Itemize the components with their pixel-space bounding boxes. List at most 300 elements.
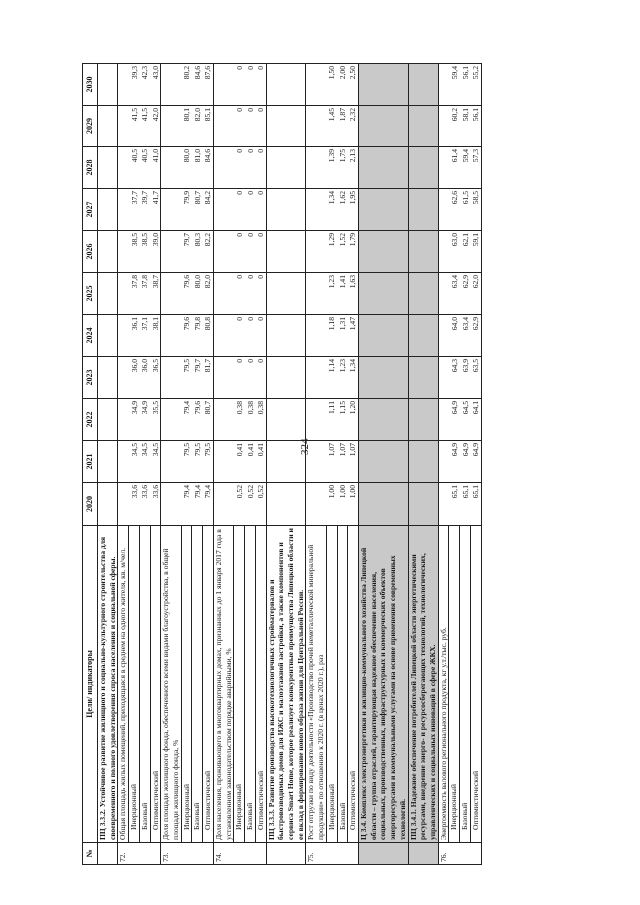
empty-cell [337,843,348,865]
value-cell: 79,4 [181,399,192,441]
value-cell: 65,1 [449,483,460,526]
empty-cell [161,399,181,441]
value-cell: 0 [255,357,266,399]
value-cell: 34,9 [129,399,140,441]
value-cell: 80,3 [192,231,203,273]
value-cell: 33,6 [139,483,150,526]
value-cell: 0 [234,273,245,315]
empty-cell [408,231,438,273]
empty-cell [306,106,326,147]
value-cell: 80,1 [181,106,192,147]
empty-cell [161,106,181,147]
header-cell: 2020 [83,483,98,526]
value-cell: 1,20 [348,399,359,441]
value-cell: 79,4 [203,483,214,526]
value-cell: 62,1 [460,231,471,273]
value-cell: 82,2 [203,231,214,273]
page-number: 324 [299,438,311,455]
empty-cell [358,441,408,483]
value-cell: 36,1 [129,315,140,357]
empty-cell [438,357,449,399]
scenario-label: Базовый [139,526,150,843]
scenario-label: Инерционный [129,526,140,843]
value-cell: 0 [255,273,266,315]
value-cell: 1,62 [337,189,348,231]
empty-cell [306,357,326,399]
empty-cell [203,843,214,865]
table-body [98,64,482,865]
empty-cell [358,483,408,526]
indicator-number: 74. [213,843,233,865]
value-cell: 0,52 [245,483,256,526]
value-cell: 1,79 [348,231,359,273]
value-cell: 1,07 [326,441,337,483]
goal-title: ПЦ 3.3.2. Устойчивое развитие жилищного и социально-культурного строительства для своевременного и полного удовлетворения спроса населения и социальной сферы. [98,526,118,843]
value-cell: 84,6 [192,64,203,106]
value-cell: 0 [245,64,256,106]
value-cell: 0 [255,231,266,273]
value-cell: 79,4 [192,483,203,526]
empty-cell [348,843,359,865]
empty-cell [438,441,449,483]
indicator-title-row [213,64,233,865]
value-cell: 79,5 [203,441,214,483]
indicator-title: Доля населения, проживающего в многоквартирных домах, признанных до 1 января 2017 года в установленном законодательством порядке аварийными, % [213,526,233,843]
value-cell: 1,14 [326,357,337,399]
value-cell: 87,6 [203,64,214,106]
empty-cell [438,147,449,189]
value-cell: 1,45 [326,106,337,147]
empty-cell [213,483,233,526]
value-cell: 64,9 [449,399,460,441]
value-cell: 0 [245,147,256,189]
empty-cell [408,357,438,399]
empty-cell [213,106,233,147]
value-cell: 84,2 [203,189,214,231]
value-cell: 1,41 [337,273,348,315]
empty-cell [213,357,233,399]
value-cell: 1,15 [337,399,348,441]
value-cell: 79,5 [181,357,192,399]
value-cell: 60,2 [449,106,460,147]
empty-cell [438,64,449,106]
value-cell: 37,8 [139,273,150,315]
value-cell: 33,6 [150,483,161,526]
empty-cell [213,273,233,315]
empty-cell [408,189,438,231]
scenario-label: Инерционный [234,526,245,843]
value-cell: 1,50 [326,64,337,106]
empty-cell [358,106,408,147]
scenario-label: Базовый [337,526,348,843]
indicator-title-row [306,64,326,865]
empty-cell [266,843,306,865]
empty-cell [358,357,408,399]
indicator-title-row [161,64,181,865]
value-cell: 42,3 [139,64,150,106]
value-cell: 0 [255,189,266,231]
value-cell: 0 [245,315,256,357]
value-cell: 63,4 [460,315,471,357]
goal-title: ПЦ 3.3.3. Развитие производства высокотехнологичных стройматериалов и быстровозводимых домов для ИЖС и малоэтажной застройки, а также компонентов и сервиса Smart Home, которое реализует конкурентные преимущества Липецкой области и ее вклад в формирование нового образа жизни для Центральной России. [266,526,306,843]
value-cell: 1,34 [348,357,359,399]
goal-row [98,64,118,865]
header-cell: Цели/ индикаторы [83,526,98,843]
value-cell: 37,7 [129,189,140,231]
empty-cell [438,483,449,526]
value-cell: 64,3 [449,357,460,399]
empty-cell [118,273,129,315]
indicator-number: 72. [118,843,129,865]
scenario-row-inertial [326,64,337,865]
empty-cell [408,147,438,189]
value-cell: 40,5 [129,147,140,189]
value-cell: 43,0 [150,64,161,106]
value-cell: 0 [255,315,266,357]
empty-cell [213,315,233,357]
empty-cell [408,315,438,357]
indicator-title-row [118,64,129,865]
value-cell: 79,6 [181,273,192,315]
empty-cell [266,483,306,526]
empty-cell [266,273,306,315]
value-cell: 39,0 [150,231,161,273]
value-cell: 0,52 [255,483,266,526]
header-cell: 2023 [83,357,98,399]
empty-cell [161,483,181,526]
empty-cell [161,147,181,189]
value-cell: 61,4 [449,147,460,189]
value-cell: 62,6 [449,189,460,231]
scenario-row-inertial [129,64,140,865]
value-cell: 82,0 [192,106,203,147]
value-cell: 0 [245,357,256,399]
value-cell: 42,0 [150,106,161,147]
value-cell: 85,1 [203,106,214,147]
value-cell: 79,7 [192,357,203,399]
empty-cell [161,357,181,399]
empty-cell [438,106,449,147]
empty-cell [181,843,192,865]
goal-row [266,64,306,865]
value-cell: 79,7 [181,231,192,273]
header-cell: № [83,843,98,865]
value-cell: 81,7 [203,357,214,399]
indicator-number: 73. [161,843,181,865]
value-cell: 79,6 [181,315,192,357]
value-cell: 59,1 [470,231,481,273]
table-header-row [83,64,98,865]
empty-cell [266,399,306,441]
scenario-label: Инерционный [326,526,337,843]
value-cell: 38,5 [129,231,140,273]
value-cell: 65,1 [460,483,471,526]
value-cell: 64,0 [449,315,460,357]
empty-cell [255,843,266,865]
empty-cell [408,483,438,526]
value-cell: 0 [255,147,266,189]
value-cell: 0 [234,315,245,357]
empty-cell [245,843,256,865]
goal-row [358,64,408,865]
value-cell: 0 [255,64,266,106]
empty-cell [449,843,460,865]
value-cell: 0,52 [234,483,245,526]
value-cell: 80,0 [181,147,192,189]
empty-cell [438,399,449,441]
value-cell: 63,9 [460,357,471,399]
scenario-label: Оптимистический [203,526,214,843]
empty-cell [266,357,306,399]
scenario-label: Оптимистический [255,526,266,843]
value-cell: 0 [234,357,245,399]
indicator-title: Общая площадь жилых помещений, приходящаяся в среднем на одного жителя, кв. м/чел. [118,526,129,843]
empty-cell [213,147,233,189]
scenario-row-optimistic [348,64,359,865]
scenario-row-base [337,64,348,865]
empty-cell [266,315,306,357]
value-cell: 36,0 [139,357,150,399]
header-cell: 2026 [83,231,98,273]
value-cell: 34,5 [139,441,150,483]
goal-title: Ц 3.4. Комплекс электроэнергетики и жилищно-коммунального хозяйства Липецкой области – группа отраслей, гарантирующая надежное обеспечение населения, социальных, производственных, инфраструктурных и коммерческих объектов энергоресурсами и коммунальными услугами на основе применения современных технологий. [358,526,408,843]
value-cell: 0 [245,273,256,315]
empty-cell [118,147,129,189]
value-cell: 62,9 [460,273,471,315]
scenario-label: Инерционный [449,526,460,843]
value-cell: 1,87 [337,106,348,147]
empty-cell [408,64,438,106]
indicators-table [82,63,482,865]
indicator-number: 76. [438,843,449,865]
value-cell: 0 [234,64,245,106]
header-cell: 2021 [83,441,98,483]
scenario-row-optimistic [150,64,161,865]
value-cell: 1,23 [326,273,337,315]
empty-cell [306,231,326,273]
empty-cell [192,843,203,865]
value-cell: 63,4 [449,273,460,315]
value-cell: 0 [255,106,266,147]
value-cell: 79,6 [192,399,203,441]
value-cell: 59,4 [449,64,460,106]
empty-cell [161,273,181,315]
empty-cell [266,147,306,189]
empty-cell [118,399,129,441]
header-cell: 2022 [83,399,98,441]
value-cell: 59,4 [460,147,471,189]
empty-cell [213,64,233,106]
empty-cell [161,231,181,273]
value-cell: 1,00 [348,483,359,526]
value-cell: 0 [245,231,256,273]
value-cell: 38,5 [139,231,150,273]
empty-cell [438,315,449,357]
value-cell: 1,18 [326,315,337,357]
empty-cell [266,231,306,273]
value-cell: 1,11 [326,399,337,441]
empty-cell [118,315,129,357]
empty-cell [213,441,233,483]
value-cell: 65,1 [470,483,481,526]
indicator-number: 75. [306,843,326,865]
value-cell: 40,5 [139,147,150,189]
empty-cell [306,189,326,231]
empty-cell [118,106,129,147]
value-cell: 37,1 [139,315,150,357]
value-cell: 1,07 [348,441,359,483]
value-cell: 0 [234,106,245,147]
value-cell: 79,8 [192,315,203,357]
empty-cell [306,315,326,357]
value-cell: 1,34 [326,189,337,231]
value-cell: 39,7 [139,189,150,231]
value-cell: 1,23 [337,357,348,399]
scenario-row-base [139,64,150,865]
goal-title: ПЦ 3.4.1. Надежное обеспечение потребителей Липецкой области энергетическими ресурсами, внедрение энерго- и ресурсосберегающих технологий, технологических, управленческих и социальных инноваций в сфере ЖКХ. [408,526,438,843]
value-cell: 1,00 [337,483,348,526]
indicator-title: Доля площади жилищного фонда, обеспеченного всеми видами благоустройства, в общей площади жилищного фонда, % [161,526,181,843]
indicator-title: Энергоемкость валового регионального продукта, кг у.т./тыс. руб. [438,526,449,843]
value-cell: 63,0 [449,231,460,273]
value-cell: 1,00 [326,483,337,526]
value-cell: 38,1 [150,315,161,357]
empty-cell [129,843,140,865]
rotated-page-content [82,65,637,865]
empty-cell [438,273,449,315]
empty-cell [118,441,129,483]
value-cell: 34,9 [139,399,150,441]
scenario-label: Базовый [192,526,203,843]
value-cell: 1,07 [337,441,348,483]
empty-cell [213,231,233,273]
indicator-title: Рост отгрузки по виду деятельности «Производство прочей неметаллической минеральной продукции» по отношению к 2020 г. (в ценах 2020 г.), раз [306,526,326,843]
value-cell: 34,5 [129,441,140,483]
scenario-label: Оптимистический [150,526,161,843]
empty-cell [408,441,438,483]
value-cell: 2,00 [337,64,348,106]
value-cell: 64,5 [460,399,471,441]
scenario-row-optimistic [203,64,214,865]
empty-cell [266,106,306,147]
scenario-label: Оптимистический [348,526,359,843]
empty-cell [408,843,438,865]
value-cell: 38,7 [150,273,161,315]
empty-cell [358,147,408,189]
empty-cell [358,315,408,357]
value-cell: 62,0 [470,273,481,315]
empty-cell [150,843,161,865]
scenario-row-base [460,64,471,865]
value-cell: 80,7 [203,399,214,441]
empty-cell [266,189,306,231]
empty-cell [358,189,408,231]
value-cell: 80,2 [181,64,192,106]
value-cell: 0,41 [255,441,266,483]
empty-cell [408,273,438,315]
value-cell: 36,5 [150,357,161,399]
value-cell: 79,5 [192,441,203,483]
empty-cell [358,399,408,441]
value-cell: 1,95 [348,189,359,231]
value-cell: 41,5 [129,106,140,147]
empty-cell [358,64,408,106]
scenario-row-inertial [234,64,245,865]
value-cell: 62,9 [470,315,481,357]
empty-cell [118,483,129,526]
value-cell: 34,5 [150,441,161,483]
value-cell: 79,4 [181,483,192,526]
value-cell: 0,38 [245,399,256,441]
indicator-title-row [438,64,449,865]
empty-cell [358,843,408,865]
value-cell: 41,5 [139,106,150,147]
value-cell: 39,3 [129,64,140,106]
value-cell: 79,5 [181,441,192,483]
value-cell: 0,38 [234,399,245,441]
scenario-row-optimistic [470,64,481,865]
value-cell: 55,2 [470,64,481,106]
value-cell: 0 [245,106,256,147]
empty-cell [118,357,129,399]
value-cell: 1,39 [326,147,337,189]
empty-cell [306,441,326,483]
goal-row [408,64,438,865]
value-cell: 0,41 [234,441,245,483]
empty-cell [161,315,181,357]
value-cell: 1,31 [337,315,348,357]
empty-cell [213,189,233,231]
empty-cell [306,483,326,526]
value-cell: 80,7 [192,189,203,231]
scenario-label: Базовый [245,526,256,843]
value-cell: 0,38 [255,399,266,441]
value-cell: 58,1 [460,106,471,147]
value-cell: 37,8 [129,273,140,315]
value-cell: 41,0 [150,147,161,189]
value-cell: 1,63 [348,273,359,315]
value-cell: 1,52 [337,231,348,273]
empty-cell [306,147,326,189]
header-cell: 2024 [83,315,98,357]
header-cell: 2029 [83,106,98,147]
value-cell: 0 [245,189,256,231]
value-cell: 0 [234,189,245,231]
value-cell: 36,0 [129,357,140,399]
value-cell: 64,9 [470,441,481,483]
value-cell: 79,9 [181,189,192,231]
header-cell: 2030 [83,64,98,106]
value-cell: 56,1 [470,106,481,147]
value-cell: 56,1 [460,64,471,106]
value-cell: 80,0 [192,273,203,315]
empty-cell [438,231,449,273]
value-cell: 2,32 [348,106,359,147]
empty-cell [306,399,326,441]
header-cell: 2028 [83,147,98,189]
value-cell: 0,41 [245,441,256,483]
value-cell: 64,9 [449,441,460,483]
value-cell: 1,75 [337,147,348,189]
scenario-row-optimistic [255,64,266,865]
scenario-label: Базовый [460,526,471,843]
empty-cell [326,843,337,865]
empty-cell [408,106,438,147]
value-cell: 2,50 [348,64,359,106]
empty-cell [213,399,233,441]
scenario-row-inertial [181,64,192,865]
empty-cell [118,64,129,106]
